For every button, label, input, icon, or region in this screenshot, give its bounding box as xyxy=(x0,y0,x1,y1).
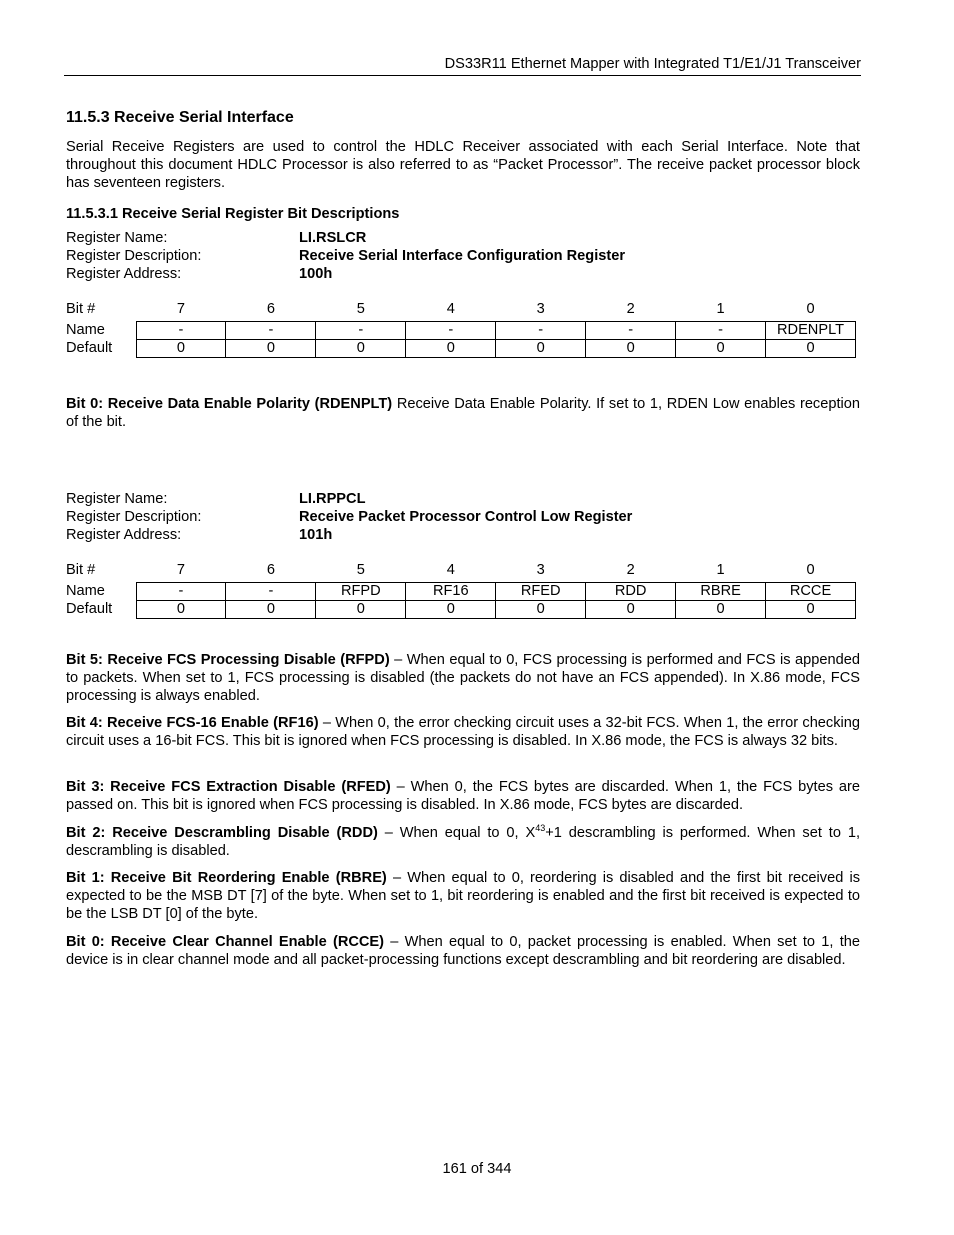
reg2-description: Receive Packet Processor Control Low Register xyxy=(299,509,633,525)
bit-description-text: – When equal to 0, packet processing is enabled. When set to 1, the device is in clear channel mode and all packet-processing functions except descrambling and bit reordering are disabled. xyxy=(66,934,860,968)
reg2-bit-table xyxy=(66,558,856,619)
bit-name-row xyxy=(66,583,856,601)
reg1-description: Receive Serial Interface Configuration Register xyxy=(299,248,626,264)
bit-default-cell: 0 xyxy=(766,340,856,358)
bit-default-cell: 0 xyxy=(406,601,496,619)
bit-number: 0 xyxy=(806,561,815,578)
bit-number: 5 xyxy=(356,561,365,578)
bit-number-row xyxy=(66,297,856,322)
section-intro: Serial Receive Registers are used to control the HDLC Receiver associated with each Serial Interface. Note that throughout this document HDLC Processor is also referred to as “Packet Processor”. The receive packet processor block has seventeen registers. xyxy=(66,139,860,191)
bit-number: 6 xyxy=(266,561,275,578)
bit-default-cell: 0 xyxy=(226,340,316,358)
bit-default-cell: 0 xyxy=(676,601,766,619)
reg-addr-label: Register Address: xyxy=(66,527,182,543)
bit-description-head: Bit 0: Receive Data Enable Polarity (RDENPLT) xyxy=(66,396,393,412)
bit-number: 1 xyxy=(716,561,725,578)
default-label: Default xyxy=(66,601,113,617)
bit-number: 3 xyxy=(536,561,545,578)
bit-name-cell: RDD xyxy=(586,583,676,601)
reg1-name: LI.RSLCR xyxy=(299,230,367,246)
bit-default-cell: 0 xyxy=(496,601,586,619)
bit-description-text: – When 0, the FCS bytes are discarded. When 1, the FCS bytes are passed on. This bit is ignored when FCS processing is disabled. In X.86 mode, FCS bytes are discarded. xyxy=(66,779,860,813)
running-header: DS33R11 Ethernet Mapper with Integrated T1/E1/J1 Transceiver xyxy=(444,56,861,72)
bit-number-row xyxy=(66,558,856,583)
bit-number: 7 xyxy=(176,300,186,317)
bit-name-cell: - xyxy=(496,322,586,340)
bit-name-cell: RF16 xyxy=(406,583,496,601)
bit-default-cell: 0 xyxy=(676,340,766,358)
bit-number: 0 xyxy=(806,300,815,317)
bit-name-cell: - xyxy=(226,583,316,601)
bit-description-head: Bit 3: Receive FCS Extraction Disable (RFED) xyxy=(66,779,391,795)
bit-description-head: Bit 0: Receive Clear Channel Enable (RCCE) xyxy=(66,934,385,950)
bit-name-cell: - xyxy=(136,583,226,601)
reg1-bit-table xyxy=(66,297,856,358)
bit-name-cell: - xyxy=(316,322,406,340)
bit-description xyxy=(66,714,860,750)
bit-description xyxy=(66,778,860,814)
bit-num-label: Bit # xyxy=(66,561,96,578)
reg2-name: LI.RPPCL xyxy=(299,491,366,507)
reg2-address: 101h xyxy=(299,527,333,543)
bit-description-text: – When equal to 0, FCS processing is performed and FCS is appended to packets. When set to 1, FCS processing is disabled (the packets do not have an FCS appended). In X.86 mode, FCS processing is always enabled. xyxy=(66,652,860,704)
bit-name-cell: - xyxy=(226,322,316,340)
bit-name-cell: RCCE xyxy=(766,583,856,601)
bit-number: 4 xyxy=(446,561,455,578)
bit-default-row xyxy=(66,601,856,619)
bit-name-cell: RFED xyxy=(496,583,586,601)
bit-default-cell: 0 xyxy=(136,601,226,619)
name-label: Name xyxy=(66,322,105,338)
bit-description-head: Bit 5: Receive FCS Processing Disable (RFPD) xyxy=(66,652,390,668)
bit-number: 2 xyxy=(626,300,635,317)
reg-desc-label: Register Description: xyxy=(66,248,202,264)
bit-name-cell: - xyxy=(406,322,496,340)
bit-description-text: – When equal to 0, X xyxy=(377,825,536,841)
subsection-title: 11.5.3.1 Receive Serial Register Bit Descriptions xyxy=(66,206,400,222)
bit-name-cell: - xyxy=(136,322,226,340)
default-label: Default xyxy=(66,340,113,356)
bit-description-head: Bit 4: Receive FCS-16 Enable (RF16) xyxy=(66,715,319,731)
bit-description xyxy=(66,651,860,705)
header-rule xyxy=(64,75,861,76)
bit-default-cell: 0 xyxy=(316,340,406,358)
bit-description xyxy=(66,869,860,923)
bit-default-row xyxy=(66,340,856,358)
bit-default-cell: 0 xyxy=(136,340,226,358)
reg-addr-label: Register Address: xyxy=(66,266,182,282)
bit-number: 4 xyxy=(446,300,455,317)
name-label: Name xyxy=(66,583,105,599)
bit-default-cell: 0 xyxy=(226,601,316,619)
bit-description-head: Bit 2: Receive Descrambling Disable (RDD) xyxy=(66,825,378,841)
bit-default-cell: 0 xyxy=(316,601,406,619)
bit-description-text: – When equal to 0, reordering is disabled and the first bit received is expected to be the MSB DT [7] of the byte. When set to 1, bit reordering is enabled and the first bit received is expected to be the LSB DT [0] of the byte. xyxy=(66,870,861,922)
bit-name-cell: - xyxy=(676,322,766,340)
bit-name-cell: - xyxy=(586,322,676,340)
bit-number: 2 xyxy=(626,561,635,578)
bit-description xyxy=(66,395,860,431)
reg-desc-label: Register Description: xyxy=(66,509,202,525)
bit-description-text: +1 descrambling is performed. When set to 1, descrambling is disabled. xyxy=(66,825,861,859)
bit-name-cell: RFPD xyxy=(316,583,406,601)
bit-description xyxy=(66,933,860,969)
bit-name-cell: RBRE xyxy=(676,583,766,601)
reg-name-label: Register Name: xyxy=(66,491,168,507)
bit-number: 1 xyxy=(716,300,725,317)
page-number: 161 of 344 xyxy=(442,1161,512,1177)
bit-description-text: Receive Data Enable Polarity. If set to 1, RDEN Low enables reception of the bit. xyxy=(66,396,860,430)
bit-default-cell: 0 xyxy=(766,601,856,619)
bit-default-cell: 0 xyxy=(406,340,496,358)
bit-description xyxy=(66,824,860,860)
bit-name-row xyxy=(66,322,856,340)
bit-default-cell: 0 xyxy=(586,601,676,619)
reg-name-label: Register Name: xyxy=(66,230,168,246)
bit-default-cell: 0 xyxy=(496,340,586,358)
bit-number: 3 xyxy=(536,300,545,317)
bit-number: 6 xyxy=(266,300,275,317)
bit-number: 5 xyxy=(356,300,365,317)
bit-number: 7 xyxy=(176,561,186,578)
exponent: 43 xyxy=(535,823,546,833)
bit-name-cell: RDENPLT xyxy=(766,322,856,340)
bit-description-text: – When 0, the error checking circuit uses a 32-bit FCS. When 1, the error checking circuit uses a 16-bit FCS. This bit is ignored when FCS processing is disabled. In X.86 mode, the FCS is always 32 bits. xyxy=(66,715,860,749)
reg1-address: 100h xyxy=(299,266,333,282)
bit-num-label: Bit # xyxy=(66,300,96,317)
bit-description-head: Bit 1: Receive Bit Reordering Enable (RBRE) xyxy=(66,870,387,886)
bit-default-cell: 0 xyxy=(586,340,676,358)
section-title: 11.5.3 Receive Serial Interface xyxy=(66,109,294,126)
